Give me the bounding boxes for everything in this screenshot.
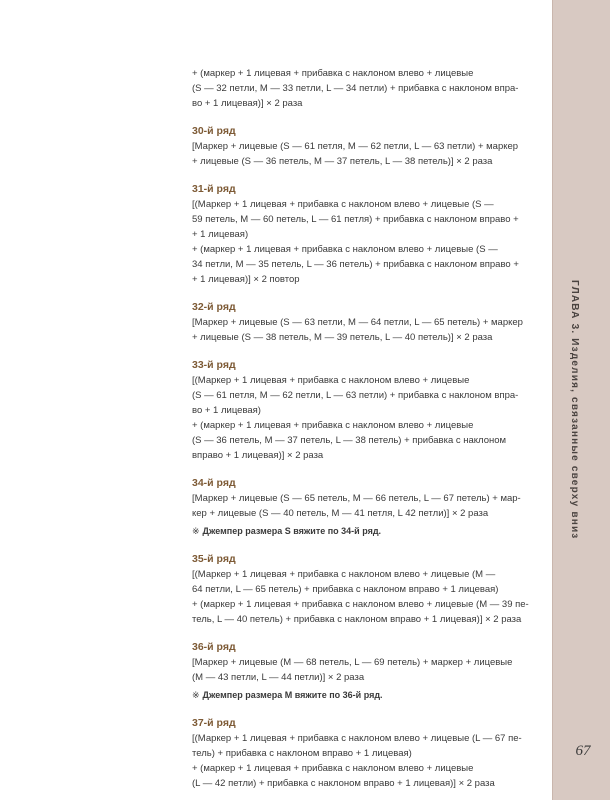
text-line: + (маркер + 1 лицевая + прибавка с наклоном влево + лицевые (S — <box>192 244 498 255</box>
row-heading: 32-й ряд <box>192 301 236 313</box>
text-line: (L — 42 петли) + прибавка с наклоном вправо + 1 лицевая)] × 2 раза <box>192 778 495 789</box>
intro-block <box>192 66 537 111</box>
note-text: Джемпер размера S вяжите по 34-й ряд. <box>202 526 382 536</box>
text-line: (M — 43 петли, L — 44 петли)] × 2 раза <box>192 672 365 683</box>
row-section <box>192 300 537 345</box>
text-line: [Маркер + лицевые (S — 61 петля, M — 62 петли, L — 63 петли) + маркер <box>192 141 519 152</box>
text-line: + (маркер + 1 лицевая + прибавка с наклоном влево + лицевые <box>192 68 474 79</box>
text-line: [Маркер + лицевые (S — 65 петель, M — 66 петель, L — 67 петель) + мар- <box>192 493 521 504</box>
page-number: 67 <box>575 743 591 759</box>
text-line: (S — 36 петель, M — 37 петель, L — 38 петель) + прибавка с наклоном <box>192 435 507 446</box>
note-text: Джемпер размера M вяжите по 36-й ряд. <box>202 690 383 700</box>
text-line: + лицевые (S — 38 петель, M — 39 петель, L — 40 петель)] × 2 раза <box>192 332 493 343</box>
text-line: вправо + 1 лицевая)] × 2 раза <box>192 450 324 461</box>
text-line: + (маркер + 1 лицевая + прибавка с наклоном влево + лицевые <box>192 420 474 431</box>
note-mark-icon: ※ <box>192 690 200 700</box>
text-line: 34 петли, M — 35 петель, L — 36 петель) + прибавка с наклоном вправо + <box>192 259 519 270</box>
text-line: во + 1 лицевая) <box>192 405 261 416</box>
text-line: [Маркер + лицевые (S — 63 петли, M — 64 петли, L — 65 петель) + маркер <box>192 317 523 328</box>
text-line: [(Маркер + 1 лицевая + прибавка с наклоном влево + лицевые <box>192 375 470 386</box>
text-line: + лицевые (S — 36 петель, M — 37 петель, L — 38 петель)] × 2 раза <box>192 156 493 167</box>
row-section <box>192 552 537 627</box>
row-heading: 33-й ряд <box>192 359 236 371</box>
text-line: [(Маркер + 1 лицевая + прибавка с наклоном влево + лицевые (S — <box>192 199 494 210</box>
row-section <box>192 716 537 791</box>
text-line: [Маркер + лицевые (M — 68 петель, L — 69 петель) + маркер + лицевые <box>192 657 513 668</box>
text-line: 64 петли, L — 65 петель) + прибавка с наклоном вправо + 1 лицевая) <box>192 584 499 595</box>
chapter-label: ГЛАВА 3. Изделия, связанные сверху вниз <box>569 280 580 540</box>
text-line: + 1 лицевая)] × 2 повтор <box>192 274 300 285</box>
size-note <box>192 688 537 703</box>
row-section <box>192 124 537 169</box>
note-mark-icon: ※ <box>192 526 200 536</box>
row-heading: 34-й ряд <box>192 477 236 489</box>
text-line: во + 1 лицевая)] × 2 раза <box>192 98 303 109</box>
size-note <box>192 524 537 539</box>
text-line: [(Маркер + 1 лицевая + прибавка с наклоном влево + лицевые (M — <box>192 569 496 580</box>
text-line: кер + лицевые (S — 40 петель, M — 41 петля, L 42 петли)] × 2 раза <box>192 508 489 519</box>
text-line: + 1 лицевая) <box>192 229 249 240</box>
row-heading: 30-й ряд <box>192 125 236 137</box>
row-section <box>192 358 537 463</box>
text-line: [(Маркер + 1 лицевая + прибавка с наклоном влево + лицевые (L — 67 пе- <box>192 733 522 744</box>
row-section <box>192 476 537 539</box>
text-line: 59 петель, M — 60 петель, L — 61 петля) + прибавка с наклоном вправо + <box>192 214 519 225</box>
text-line: + (маркер + 1 лицевая + прибавка с наклоном влево + лицевые <box>192 763 474 774</box>
text-line: тель, L — 40 петель) + прибавка с наклоном вправо + 1 лицевая)] × 2 раза <box>192 614 522 625</box>
text-line: тель) + прибавка с наклоном вправо + 1 лицевая) <box>192 748 412 759</box>
row-heading: 31-й ряд <box>192 183 236 195</box>
row-heading: 35-й ряд <box>192 553 236 565</box>
row-section <box>192 182 537 287</box>
text-line: (S — 32 петли, M — 33 петли, L — 34 петли) + прибавка с наклоном впра- <box>192 83 519 94</box>
row-heading: 36-й ряд <box>192 641 236 653</box>
pattern-content <box>192 66 537 791</box>
text-line: + (маркер + 1 лицевая + прибавка с наклоном влево + лицевые (M — 39 пе- <box>192 599 529 610</box>
row-heading: 37-й ряд <box>192 717 236 729</box>
row-section <box>192 640 537 703</box>
text-line: (S — 61 петля, M — 62 петли, L — 63 петли) + прибавка с наклоном впра- <box>192 390 519 401</box>
